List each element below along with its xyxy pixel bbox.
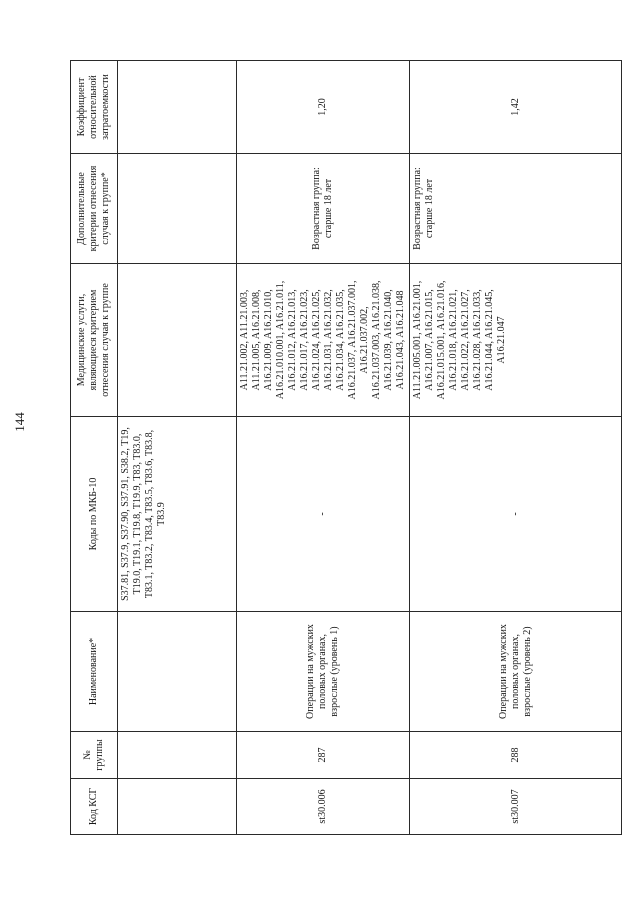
header-name: Наименование*: [71, 612, 118, 732]
ksg-table-container: [70, 61, 620, 835]
cell-icd: -: [410, 417, 622, 612]
cell-criteria: [118, 154, 237, 264]
table-row: [410, 61, 622, 835]
table-row: [118, 61, 237, 835]
cell-code: st30.007: [410, 779, 622, 835]
cell-coef: 1,20: [237, 61, 410, 154]
cell-services: [118, 264, 237, 417]
cell-name: [118, 612, 237, 732]
header-group-no: № группы: [71, 732, 118, 779]
header-coef: Коэффициент относительной затратоемкости: [71, 61, 118, 154]
cell-group-no: 287: [237, 732, 410, 779]
table-row: [237, 61, 410, 835]
header-criteria: Дополнительные критерии отнесения случая к группе*: [71, 154, 118, 264]
cell-services: A11.21.002, A11.21.003, A11.21.005, A16.21.008, A16.21.009, A16.21.010, A16.21.010.001, A16.21.011, A16.21.012, A16.21.013, A16.21.017, A16.21.023, A16.21.024, A16.21.025, A16.21.031, A16.21.032, A16.21.034, A16.21.035, A16.21.037, A16.21.037.001, A16.21.037.002, A16.21.037.003, A16.21.038, A16.21.039, A16.21.040, A16.21.043, A16.21.048: [237, 264, 410, 417]
header-code: Код КСГ: [71, 779, 118, 835]
cell-name: Операции на мужских половых органах, взрослые (уровень 2): [410, 612, 622, 732]
cell-services: A11.21.005.001, A16.21.001, A16.21.007, A16.21.015, A16.21.015.001, A16.21.016, A16.21.018, A16.21.021, A16.21.022, A16.21.027, A16.21.028, A16.21.033, A16.21.044, A16.21.045, A16.21.047: [410, 264, 622, 417]
cell-icd: -: [237, 417, 410, 612]
cell-name: Операции на мужских половых органах, взрослые (уровень 1): [237, 612, 410, 732]
cell-code: st30.006: [237, 779, 410, 835]
cell-coef: [118, 61, 237, 154]
cell-group-no: [118, 732, 237, 779]
cell-group-no: 288: [410, 732, 622, 779]
ksg-table: [70, 60, 622, 835]
header-icd: Коды по МКБ-10: [71, 417, 118, 612]
cell-criteria: Возрастная группа: старше 18 лет: [410, 154, 622, 264]
page-number: 144: [12, 412, 27, 432]
table-header-row: [71, 61, 118, 835]
cell-coef: 1,42: [410, 61, 622, 154]
cell-icd: S37.81, S37.9, S37.90, S37.91, S38.2, T19, T19.0, T19.1, T19.8, T19.9, T83, T83.0, T83.1, T83.2, T83.4, T83.5, T83.6, T83.8, T83.9: [118, 417, 237, 612]
cell-code: [118, 779, 237, 835]
header-services: Медицинские услуги, являющиеся критерием отнесения случая к группе: [71, 264, 118, 417]
cell-criteria: Возрастная группа: старше 18 лет: [237, 154, 410, 264]
